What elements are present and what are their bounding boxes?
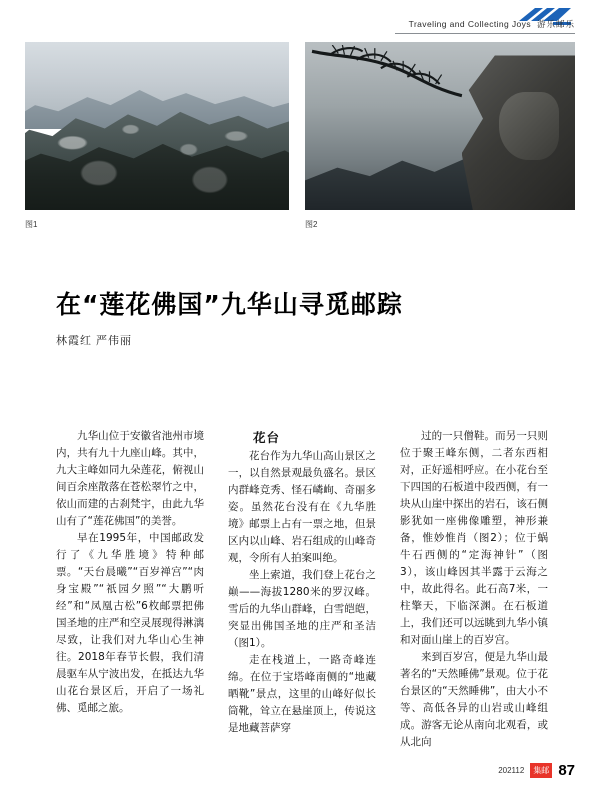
paragraph: 过的一只僧鞋。而另一只则位于聚王峰东侧，二者东西相对，正好遥相呼应。在小花台至下四国的石板道中段西侧，有一块从山崖中探出的岩石，该石侧影犹如一座佛像雕塑，神形兼备，惟妙惟肖（图2）；位于蜗牛石西侧的“定海神针”（图3），该山峰因其半露于云海之中，故此得名。此石高7米，一柱擎天，下临深渊。在石板道上，我们还可以远眺到九华小镇和对面山崖上的百岁宫。 [400, 430, 548, 646]
article-body [56, 428, 548, 751]
photo1-caption: 图1 [25, 220, 38, 229]
header-divider [395, 33, 575, 34]
pine-branch-icon [310, 45, 472, 119]
magazine-mark: 集邮 [530, 763, 552, 778]
header-title-en: Traveling and Collecting Joys [408, 19, 531, 29]
paragraph: 九华山位于安徽省池州市境内，共有九十九座山峰。其中，九大主峰如同九朵莲花，俯视山间百余座散落在苍松翠竹之中，依山而建的古刹梵宇，由此九华山有了“莲花佛国”的美誉。 [56, 430, 204, 527]
header-title-cn: 游乐邮乐 [536, 19, 575, 29]
photo2-buddha-rock [499, 92, 558, 159]
photo2-caption: 图2 [305, 220, 318, 229]
section-heading: 花台 [253, 430, 281, 445]
snow-mountain-photo [25, 42, 289, 210]
article-column-2 [228, 428, 376, 751]
page-header [0, 0, 600, 38]
photo1-snow-patches [25, 42, 289, 210]
page-number: 87 [558, 762, 575, 779]
paragraph: 花台作为九华山高山景区之一，以自然景观最负盛名。景区内群峰竞秀、怪石嶙峋、奇丽多姿。虽然花台没有在《九华胜境》邮票上占有一票之地，但景区内以山峰、岩石组成的山峰奇观，令所有人拍案叫绝。 [228, 450, 376, 565]
article-column-3 [400, 428, 548, 751]
article-byline: 林霞红 严伟丽 [56, 335, 133, 347]
paragraph: 来到百岁宫，便是九华山最著名的“天然睡佛”景观。位于花台景区的“天然睡佛”，由大小不等、高低各异的山岩或山峰组成。游客无论从南向北观看，或从北向 [400, 651, 548, 748]
paragraph: 早在1995年，中国邮政发行了《九华胜境》特种邮票。“天台晨曦”“百岁禅宫”“肉身宝殿”“祇园夕照”“大鹏听经”和“凤凰古松”6枚邮票把佛国圣地的庄严和空灵展现得淋漓尽致，让我们对九华山心生神往。2018年春节长假，我们清晨驱车从宁波出发，在抵达九华山花台景区后，开启了一场礼佛、觅邮之旅。 [56, 532, 204, 714]
header-title [409, 18, 575, 30]
issue-number: 202112 [498, 766, 525, 775]
pine-and-rock-photo [305, 42, 575, 210]
paragraph: 坐上索道，我们登上花台之巅——海拔1280米的罗汉峰。雪后的九华山群峰，白雪皑皑，突显出佛国圣地的庄严和圣洁（图1）。 [228, 569, 376, 650]
page-title: 在“莲花佛国”九华山寻觅邮踪 [56, 290, 403, 319]
page-footer [498, 763, 575, 778]
paragraph: 走在栈道上，一路奇峰连绵。在位于宝塔峰南侧的“地藏晒靴”景点，这里的山峰好似长筒靴，耸立在悬崖顶上，传说这是地藏菩萨穿 [228, 654, 376, 735]
article-column-1 [56, 428, 204, 751]
